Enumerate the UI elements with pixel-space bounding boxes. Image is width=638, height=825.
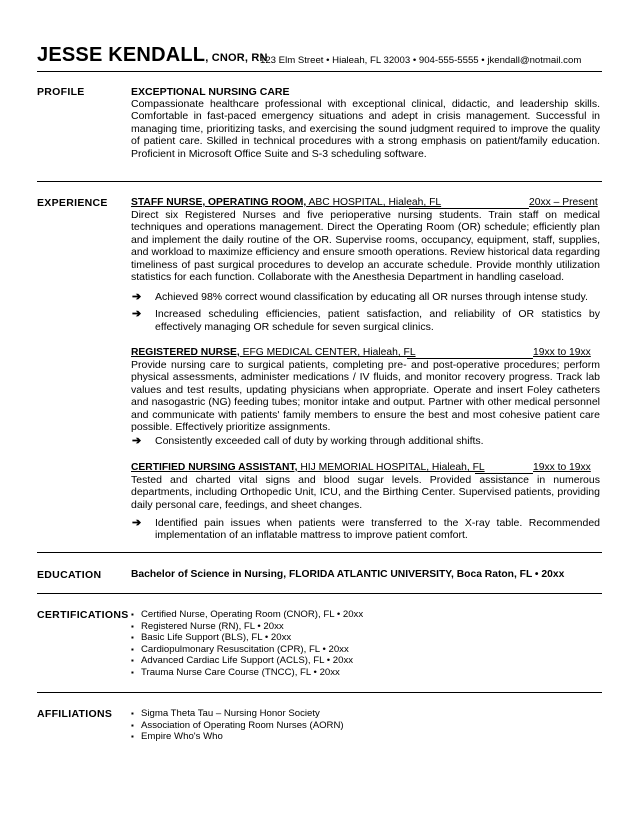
job-title: STAFF NURSE, OPERATING ROOM, [131, 197, 307, 208]
bullet-icon: ▪ [131, 644, 134, 654]
school-location-year: , Boca Raton, FL • 20xx [451, 569, 565, 580]
job-dates: 19xx to 19xx [533, 347, 591, 358]
section-label-education: EDUCATION [37, 569, 102, 581]
certification-text: Advanced Cardiac Life Support (ACLS), FL • 20xx [141, 655, 354, 666]
education-entry [131, 569, 564, 580]
job-employer: EFG MEDICAL CENTER, Hialeah, FL [239, 347, 416, 358]
candidate-name [37, 44, 268, 67]
affiliation-text: Empire Who's Who [141, 731, 223, 742]
arrow-icon: ➔ [132, 517, 142, 529]
bullet-icon: ▪ [131, 732, 134, 741]
achievement-text: Identified pain issues when patients were transferred to the X-ray table. Recommended implementation of an inflatable mattress to improve patient comfort. [155, 517, 600, 542]
divider [37, 692, 602, 693]
list-item [131, 731, 600, 743]
list-item [131, 644, 600, 656]
school-name: FLORIDA ATLANTIC UNIVERSITY [288, 569, 452, 580]
job-title: CERTIFIED NURSING ASSISTANT, [131, 462, 298, 473]
achievement-item [131, 435, 600, 447]
divider [37, 181, 602, 182]
section-label-experience: EXPERIENCE [37, 197, 108, 209]
bullet-icon: ▪ [131, 656, 134, 665]
affiliation-text: Association of Operating Room Nurses (AORN) [141, 719, 344, 731]
bullet-icon: ▪ [131, 720, 134, 730]
job-description: Provide nursing care to surgical patients, completing pre- and post-operative procedures; perform physical assessments, administer medications / IV fluids, and monitor recovery progress. Track lab values and test results, updating physicians when appropriate. Operate and insert Foley catheters and nasogastric (NG) feeding tubes; monitor intake and output. Partner with other medical personnel and communicate with patients' family members to ensure the best and most cohesive patient care possible. Effectively prioritize assignments. [131, 359, 600, 434]
divider [37, 71, 602, 72]
divider [37, 593, 602, 594]
job-dates: 20xx – Present [529, 197, 598, 208]
achievement-item [131, 291, 600, 303]
list-item [131, 655, 600, 667]
job-description: Direct six Registered Nurses and five perioperative nursing students. Train staff on medical techniques and operations management. Direct the Operating Room (OR) schedule; efficiently plan and implement the daily routine of the OR. Supervise rooms, occupancy, equipment, staff, supplies, and workload to maximize efficiency and ensure smooth operations. Review historical data regarding timeliness of past surgical procedures to develop an accurate schedule. Provide monthly utilization statistics for each function. Collaborate with the Anesthesia Department in handling caseload. [131, 209, 600, 284]
certification-text: Registered Nurse (RN), FL • 20xx [141, 620, 284, 632]
section-label-affiliations: AFFILIATIONS [37, 708, 113, 720]
credentials: , CNOR, RN [205, 52, 268, 64]
achievement-text: Achieved 98% correct wound classification by educating all OR nurses through intense study. [155, 291, 588, 303]
achievement-item [131, 308, 600, 333]
job-employer: HIJ MEMORIAL HOSPITAL, Hialeah, FL [297, 462, 485, 473]
achievement-text: Consistently exceeded call of duty by working through additional shifts. [155, 435, 484, 447]
job-title-line [131, 197, 441, 208]
job-dates: 19xx to 19xx [533, 462, 591, 473]
profile-summary: Compassionate healthcare professional with exceptional clinical, didactic, and leadership skills. Comfortable in fast-paced emergency situations and adept in crisis management. Successful in managing time, prioritizing tasks, and exercising the sound judgment required to improve the quality of patient care. Skilled in technical procedures with a strong emphasis on patient/family education. Proficient in Microsoft Office Suite and S-3 scheduling software. [131, 98, 600, 160]
list-item [131, 632, 600, 644]
certification-text: Cardiopulmonary Resuscitation (CPR), FL • 20xx [141, 643, 349, 655]
profile-title: EXCEPTIONAL NURSING CARE [131, 86, 290, 98]
profile-section [131, 86, 600, 160]
job-title-line [131, 347, 416, 358]
certification-text: Certified Nurse, Operating Room (CNOR), FL • 20xx [141, 609, 364, 620]
certification-list [131, 609, 600, 678]
section-label-certifications: CERTIFICATIONS [37, 609, 129, 621]
arrow-icon: ➔ [132, 291, 142, 303]
achievement-list [131, 517, 600, 542]
list-item [131, 720, 600, 732]
bullet-icon: ▪ [131, 610, 134, 619]
achievement-item [131, 517, 600, 542]
achievement-text: Increased scheduling efficiencies, patient satisfaction, and reliability of OR statistics by effectively managing OR schedule for seven surgical clinics. [155, 308, 600, 333]
list-item [131, 609, 600, 621]
degree: Bachelor of Science in Nursing, [131, 569, 289, 580]
affiliation-text: Sigma Theta Tau – Nursing Honor Society [141, 708, 320, 719]
bullet-icon: ▪ [131, 621, 134, 631]
name-text: JESSE KENDALL [37, 44, 206, 66]
achievement-list [131, 435, 600, 447]
certification-text: Trauma Nurse Care Course (TNCC), FL • 20xx [141, 666, 340, 678]
achievement-list [131, 291, 600, 333]
affiliation-list [131, 708, 600, 743]
bullet-icon: ▪ [131, 709, 134, 718]
certification-text: Basic Life Support (BLS), FL • 20xx [141, 632, 292, 643]
bullet-icon: ▪ [131, 633, 134, 642]
list-item [131, 708, 600, 720]
section-label-profile: PROFILE [37, 86, 85, 98]
resume-header [37, 44, 602, 72]
contact-info: 123 Elm Street • Hialeah, FL 32003 • 904-555-5555 • jkendall@notmail.com [260, 55, 582, 66]
arrow-icon: ➔ [132, 435, 142, 447]
arrow-icon: ➔ [132, 308, 142, 321]
list-item [131, 667, 600, 679]
job-employer: ABC HOSPITAL, Hialeah, FL [306, 197, 442, 208]
job-description: Tested and charted vital signs and blood sugar levels. Provided assistance in numerous departments, including Orthopedic Unit, ICU, and the Birthing Center. Supervised patients, providing daily personal care, feedings, and sheet changes. [131, 474, 600, 511]
list-item [131, 621, 600, 633]
job-title-line [131, 462, 485, 473]
job-title: REGISTERED NURSE, [131, 347, 240, 358]
bullet-icon: ▪ [131, 667, 134, 677]
divider [37, 552, 602, 553]
